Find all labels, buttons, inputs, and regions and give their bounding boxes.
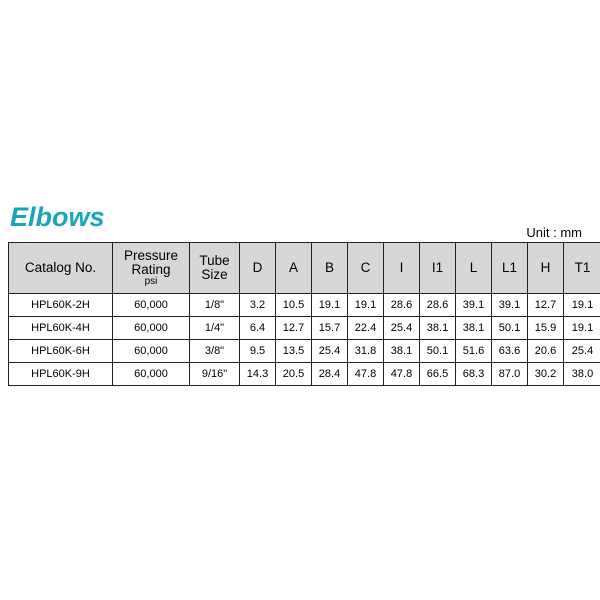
cell-c: 22.4: [348, 317, 384, 340]
cell-b: 15.7: [312, 317, 348, 340]
cell-l: 68.3: [456, 363, 492, 386]
header-col-h: H: [528, 243, 564, 294]
table-row: [9, 317, 600, 340]
cell-l1: 39.1: [492, 294, 528, 317]
cell-t1: 25.4: [564, 340, 600, 363]
cell-l1: 87.0: [492, 363, 528, 386]
cell-l: 38.1: [456, 317, 492, 340]
table-row: [9, 340, 600, 363]
header-col-l1: L1: [492, 243, 528, 294]
cell-tube-size: 1/8": [190, 294, 240, 317]
cell-i1: 50.1: [420, 340, 456, 363]
header-col-b: B: [312, 243, 348, 294]
table-row: [9, 294, 600, 317]
cell-a: 10.5: [276, 294, 312, 317]
cell-i: 25.4: [384, 317, 420, 340]
cell-pressure: 60,000: [113, 317, 190, 340]
header-col-a: A: [276, 243, 312, 294]
cell-pressure: 60,000: [113, 340, 190, 363]
cell-i: 47.8: [384, 363, 420, 386]
cell-d: 9.5: [240, 340, 276, 363]
page-title: Elbows: [10, 202, 105, 232]
header-pressure-line2: Rating: [131, 261, 171, 277]
cell-catalog: HPL60K-9H: [9, 363, 113, 386]
cell-t1: 19.1: [564, 294, 600, 317]
cell-catalog: HPL60K-6H: [9, 340, 113, 363]
header-pressure-unit: psi: [144, 275, 158, 287]
cell-l: 51.6: [456, 340, 492, 363]
cell-d: 3.2: [240, 294, 276, 317]
cell-b: 28.4: [312, 363, 348, 386]
cell-catalog: HPL60K-2H: [9, 294, 113, 317]
header-col-t1: T1: [564, 243, 600, 294]
header-col-l: L: [456, 243, 492, 294]
header-tube-size: [190, 243, 240, 294]
header-tube-line2: Size: [201, 267, 228, 282]
cell-i1: 38.1: [420, 317, 456, 340]
cell-l1: 63.6: [492, 340, 528, 363]
table-header-row: [9, 243, 600, 294]
header-catalog-no: Catalog No.: [9, 243, 113, 294]
cell-i1: 66.5: [420, 363, 456, 386]
cell-tube-size: 1/4": [190, 317, 240, 340]
header-pressure-line1: Pressure: [123, 247, 179, 263]
header-col-i1: I1: [420, 243, 456, 294]
header-col-c: C: [348, 243, 384, 294]
cell-tube-size: 9/16": [190, 363, 240, 386]
cell-h: 15.9: [528, 317, 564, 340]
cell-a: 20.5: [276, 363, 312, 386]
cell-h: 12.7: [528, 294, 564, 317]
cell-t1: 38.0: [564, 363, 600, 386]
cell-a: 12.7: [276, 317, 312, 340]
cell-catalog: HPL60K-4H: [9, 317, 113, 340]
cell-b: 25.4: [312, 340, 348, 363]
cell-a: 13.5: [276, 340, 312, 363]
specification-table: [8, 242, 600, 386]
unit-label: Unit : mm: [526, 225, 582, 240]
header-tube-line1: Tube: [199, 252, 230, 268]
cell-d: 6.4: [240, 317, 276, 340]
cell-i: 28.6: [384, 294, 420, 317]
cell-b: 19.1: [312, 294, 348, 317]
cell-h: 20.6: [528, 340, 564, 363]
cell-i1: 28.6: [420, 294, 456, 317]
cell-l: 39.1: [456, 294, 492, 317]
cell-c: 31.8: [348, 340, 384, 363]
cell-h: 30.2: [528, 363, 564, 386]
table-row: [9, 363, 600, 386]
cell-i: 38.1: [384, 340, 420, 363]
cell-l1: 50.1: [492, 317, 528, 340]
header-pressure-rating: [113, 243, 190, 294]
header-col-i: I: [384, 243, 420, 294]
cell-pressure: 60,000: [113, 294, 190, 317]
cell-d: 14.3: [240, 363, 276, 386]
header-col-d: D: [240, 243, 276, 294]
cell-pressure: 60,000: [113, 363, 190, 386]
cell-tube-size: 3/8": [190, 340, 240, 363]
cell-t1: 19.1: [564, 317, 600, 340]
cell-c: 19.1: [348, 294, 384, 317]
cell-c: 47.8: [348, 363, 384, 386]
